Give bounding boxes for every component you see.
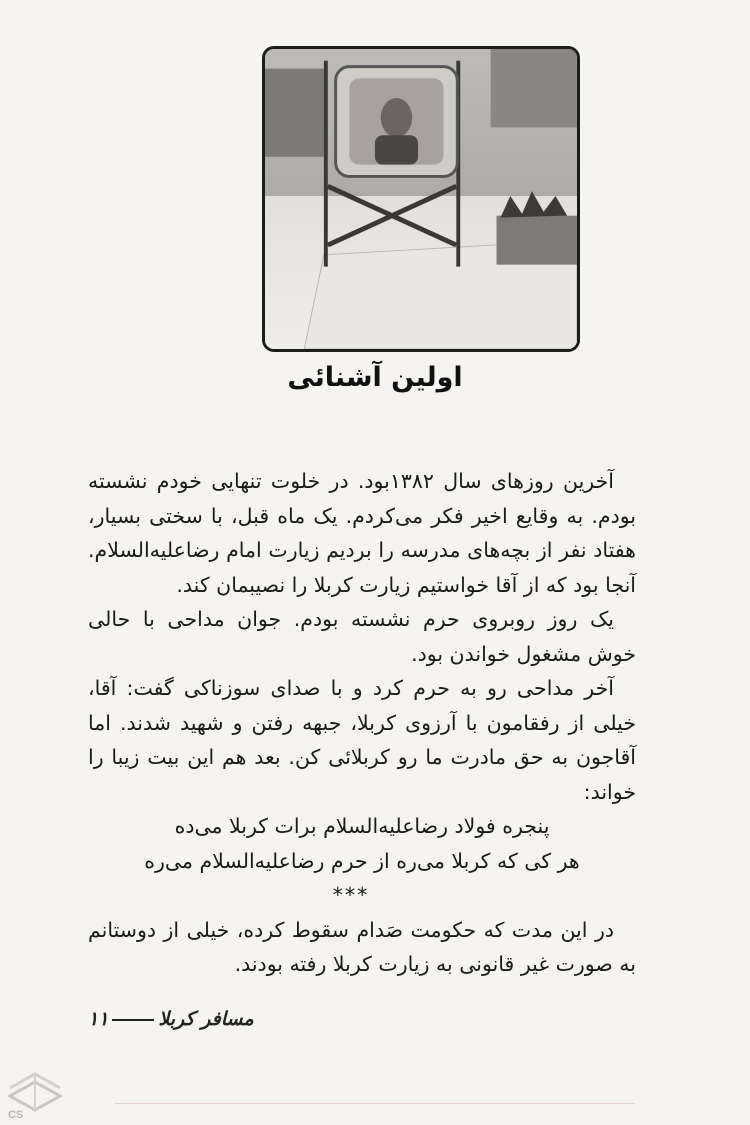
footer bbox=[88, 1008, 254, 1030]
header-photo bbox=[262, 46, 580, 352]
poem-verse-2: هر کی که کربلا می‌ره از حرم رضاعلیه‌السلام می‌ره bbox=[144, 848, 580, 873]
grave-photo-illustration bbox=[265, 49, 577, 349]
footer-separator bbox=[112, 1019, 154, 1021]
paragraph-1: آخرین روزهای سال ۱۳۸۲بود. در خلوت تنهایی خودم نشسته بودم. به وقایع اخیر فکر می‌کردم. یک ماه قبل، با سختی بسیار، هفتاد نفر از بچه‌های مدرسه را بردیم زیارت امام رضاعلیه‌السلام. آنجا بود که از آقا خواستیم زیارت کربلا را نصیبمان کند. bbox=[88, 469, 636, 597]
paragraph-2: یک روز روبروی حرم نشسته بودم. جوان مداحی با حالی خوش مشغول خواندن بود. bbox=[88, 607, 636, 666]
chapter-title: اولین آشنائی bbox=[287, 362, 463, 393]
poem bbox=[88, 809, 636, 878]
section-separator: *** bbox=[332, 883, 370, 907]
publisher-logo bbox=[4, 1058, 66, 1120]
book-logo-icon bbox=[4, 1058, 66, 1120]
book-title: مسافر کربلا bbox=[158, 1008, 254, 1030]
paragraph-3: آخر مداحی رو به حرم کرد و با صدای سوزناکی گفت: آقا، خیلی از رفقامون با آرزوی کربلا، جبهه رفتن و شهید شدند. اما آقاجون به حق مادرت ما رو کربلائی کن. بعد هم این بیت زیبا را خواند: bbox=[88, 676, 636, 804]
paragraph-4: در این مدت که حکومت صَدام سقوط کرده، خیلی از دوستانم به صورت غیر قانونی به زیارت کربلا رفته بودند. bbox=[88, 917, 636, 976]
body-text bbox=[88, 464, 636, 982]
logo-text: CS bbox=[8, 1109, 24, 1120]
page-number: ۱۱ bbox=[88, 1008, 109, 1030]
poem-verse-1: پنجره فولاد رضاعلیه‌السلام برات کربلا می‌ده bbox=[174, 814, 550, 838]
bottom-rule bbox=[115, 1103, 635, 1104]
